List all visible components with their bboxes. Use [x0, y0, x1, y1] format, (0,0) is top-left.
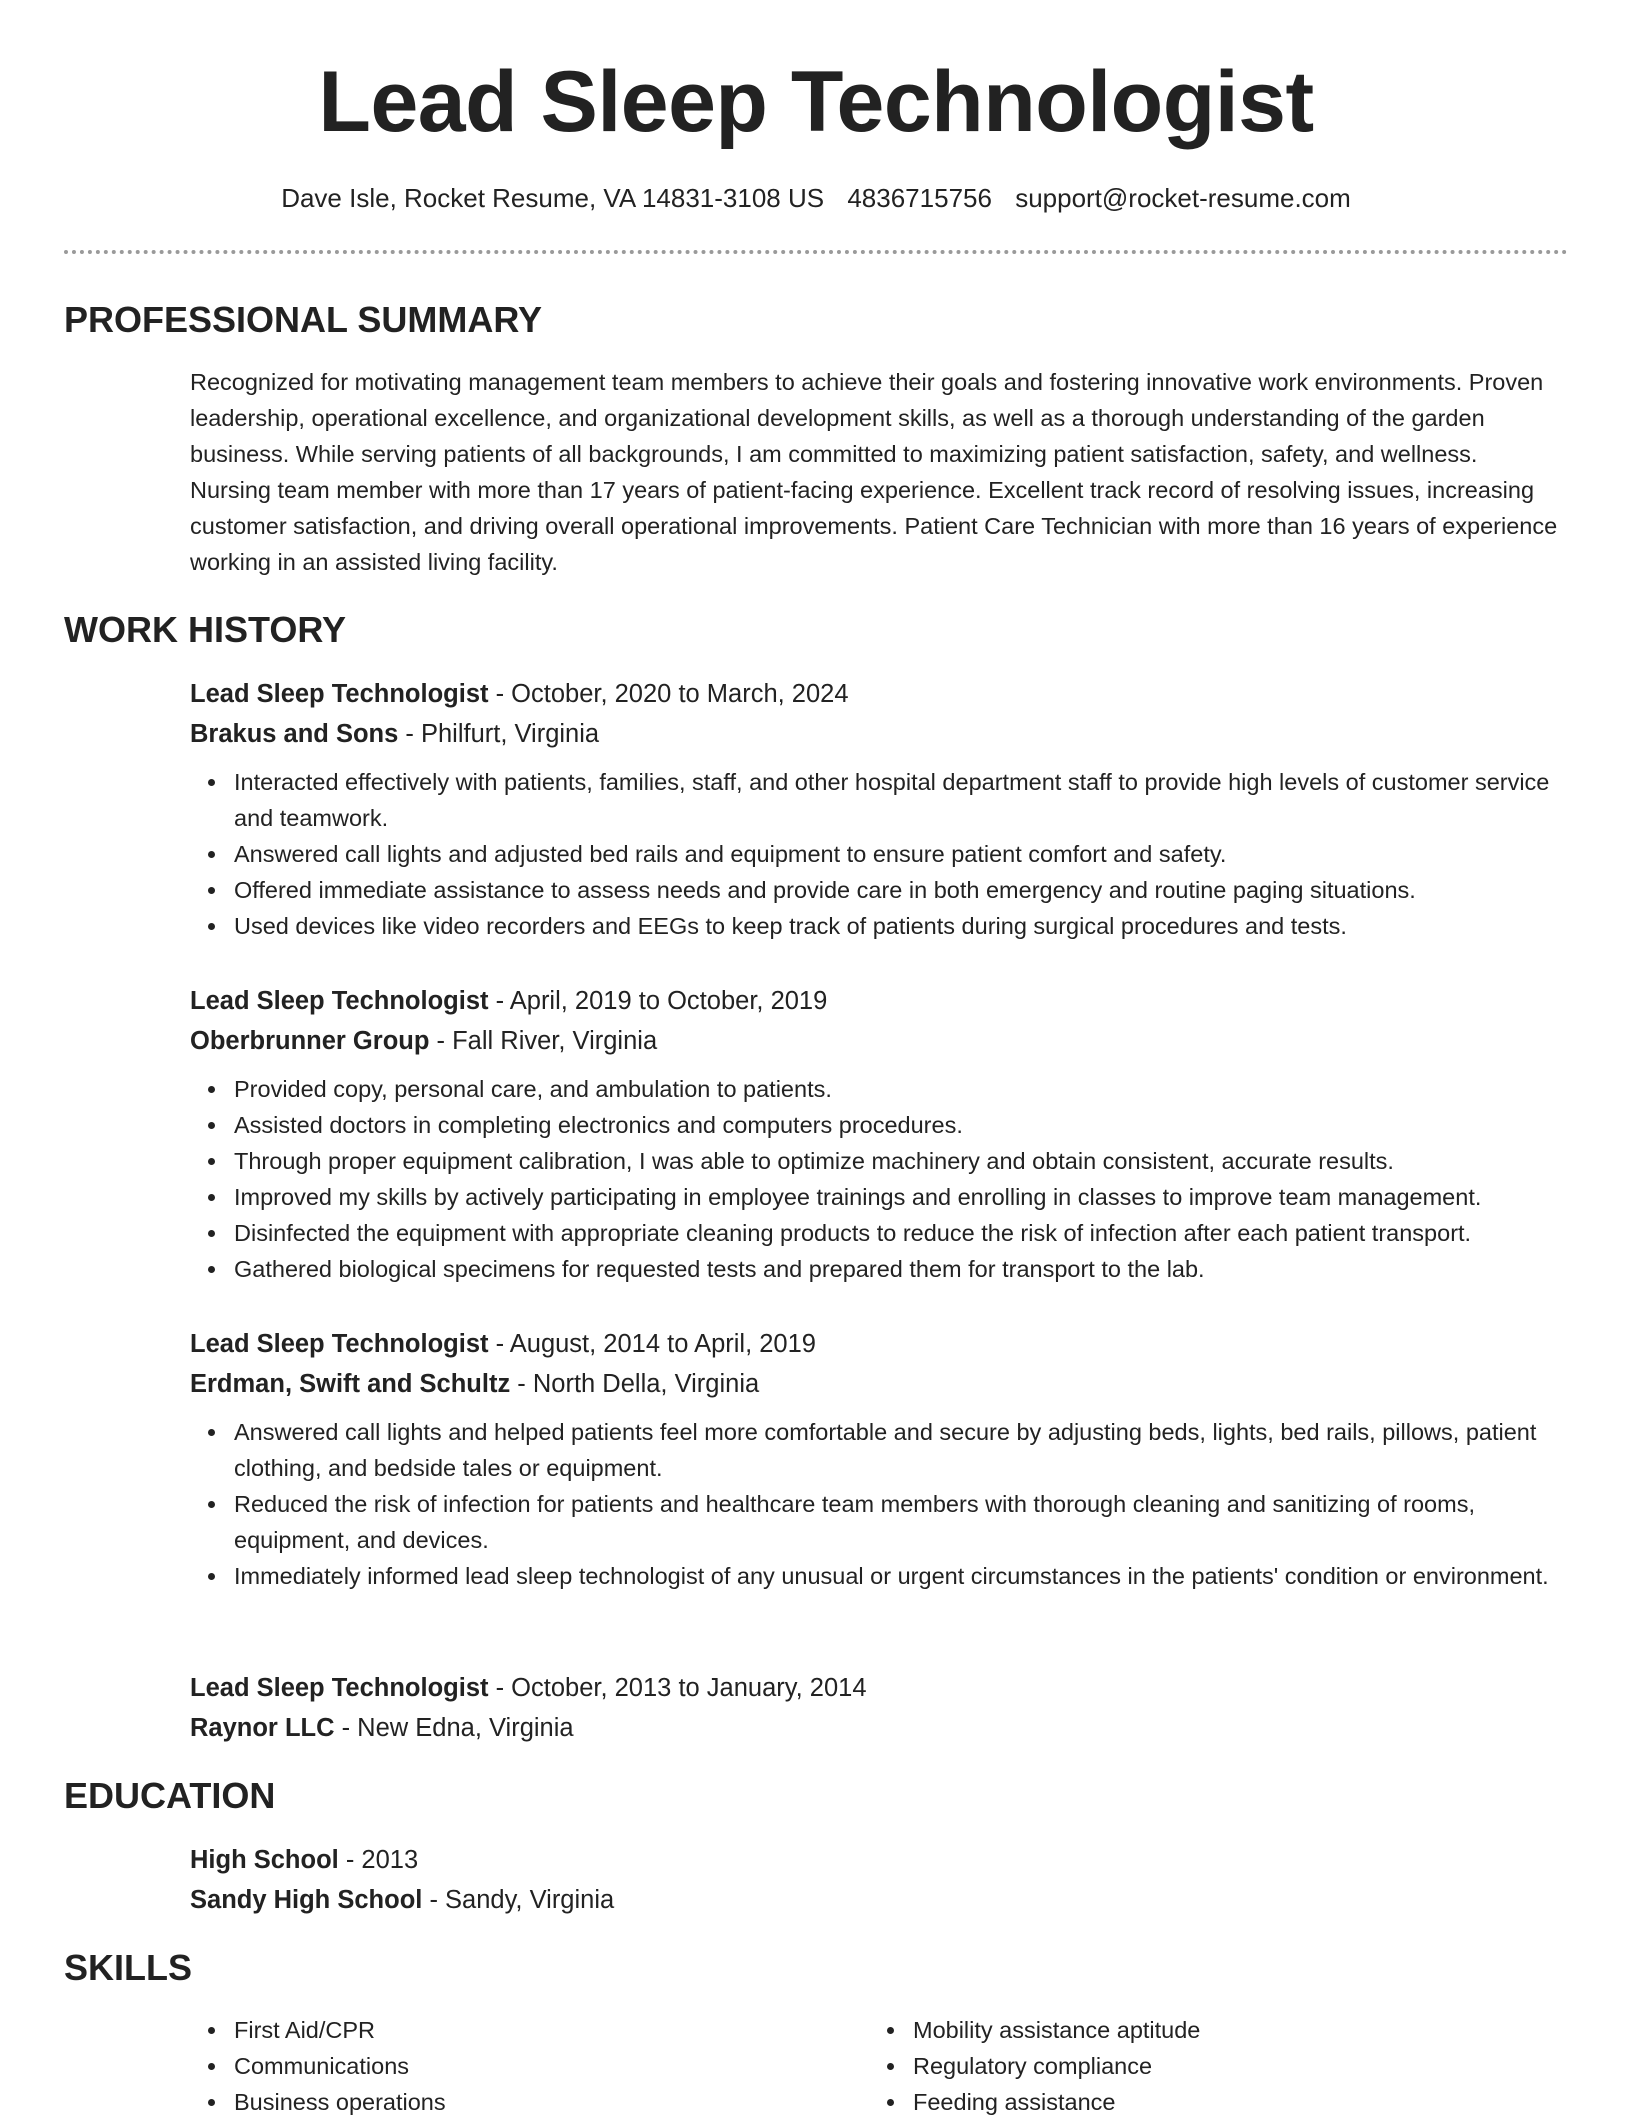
list-item: Disinfected the equipment with appropriate cleaning products to reduce the risk of infection after each patient transport. [234, 1215, 1570, 1251]
section-title-summary: PROFESSIONAL SUMMARY [64, 299, 543, 340]
job-title-line [190, 1324, 1570, 1364]
list-item: Gathered biological specimens for requested tests and prepared them for transport to the lab. [234, 1251, 1570, 1287]
list-item: Through proper equipment calibration, I was able to optimize machinery and obtain consistent, accurate results. [234, 1143, 1570, 1179]
summary-text: Recognized for motivating management team members to achieve their goals and fostering innovative work environments. Proven leadership, operational excellence, and organizational development skills, as well as a thorough understanding of the garden business. While serving patients of all backgrounds, I am committed to maximizing patient satisfaction, safety, and wellness. Nursing team member with more than 17 years of patient-facing experience. Excellent track record of resolving issues, increasing customer satisfaction, and driving overall operational improvements. Patient Care Technician with more than 16 years of experience working in an assisted living facility. [190, 369, 1558, 575]
job-title-line [190, 674, 1570, 714]
section-title-work-history: WORK HISTORY [64, 609, 347, 650]
job-entry [190, 981, 1570, 1287]
job-title-line [190, 1668, 1570, 1708]
list-item: Feeding assistance [913, 2084, 1509, 2120]
skills-list [190, 2012, 830, 2120]
skills-column-left [190, 2012, 830, 2120]
list-item: Interacted effectively with patients, families, staff, and other hospital department staff to provide high levels of customer service and teamwork. [234, 764, 1570, 836]
list-item: Improved my skills by actively participating in employee trainings and enrolling in classes to improve team management. [234, 1179, 1570, 1215]
contact-email: support@rocket-resume.com [1015, 183, 1351, 213]
resume-name-heading: Lead Sleep Technologist [318, 54, 1314, 150]
list-item: Immediately informed lead sleep technologist of any unusual or urgent circumstances in the patients' condition or environment. [234, 1558, 1570, 1594]
list-item: Business operations [234, 2084, 830, 2120]
job-title-line [190, 981, 1570, 1021]
job-location: - New Edna, Virginia [334, 1714, 574, 1742]
job-entry [190, 1668, 1570, 1748]
job-company-line [190, 1021, 1570, 1061]
job-company-line [190, 1708, 1570, 1748]
job-company: Raynor LLC [190, 1714, 335, 1742]
list-item: First Aid/CPR [234, 2012, 830, 2048]
job-bullets [190, 1071, 1570, 1287]
job-location: - North Della, Virginia [510, 1370, 760, 1398]
job-bullets [190, 1414, 1570, 1594]
skills-column-right [869, 2012, 1509, 2120]
list-item: Answered call lights and helped patients feel more comfortable and secure by adjusting beds, lights, bed rails, pillows, patient clothing, and bedside tales or equipment. [234, 1414, 1570, 1486]
job-title: Lead Sleep Technologist [190, 987, 489, 1015]
education-degree-line [190, 1840, 1570, 1880]
contact-phone: 4836715756 [847, 183, 992, 213]
job-company: Oberbrunner Group [190, 1027, 430, 1055]
job-dates: - October, 2020 to March, 2024 [488, 680, 849, 708]
list-item: Regulatory compliance [913, 2048, 1509, 2084]
job-location: - Fall River, Virginia [429, 1027, 658, 1055]
education-school: Sandy High School [190, 1886, 423, 1914]
job-dates: - October, 2013 to January, 2014 [488, 1674, 867, 1702]
job-title: Lead Sleep Technologist [190, 1674, 489, 1702]
job-location: - Philfurt, Virginia [398, 720, 600, 748]
list-item: Reduced the risk of infection for patients and healthcare team members with thorough cleaning and sanitizing of rooms, equipment, and devices. [234, 1486, 1570, 1558]
contact-line [0, 180, 1632, 216]
contact-address: Dave Isle, Rocket Resume, VA 14831-3108 US [281, 183, 825, 213]
list-item: Answered call lights and adjusted bed rails and equipment to ensure patient comfort and safety. [234, 836, 1570, 872]
list-item: Provided copy, personal care, and ambulation to patients. [234, 1071, 1570, 1107]
job-company: Brakus and Sons [190, 720, 399, 748]
education-entry [190, 1840, 1570, 1920]
job-bullets [190, 764, 1570, 944]
list-item: Assisted doctors in completing electronics and computers procedures. [234, 1107, 1570, 1143]
education-location: - Sandy, Virginia [422, 1886, 615, 1914]
job-company: Erdman, Swift and Schultz [190, 1370, 511, 1398]
job-dates: - April, 2019 to October, 2019 [488, 987, 828, 1015]
job-title: Lead Sleep Technologist [190, 1330, 489, 1358]
skills-list [869, 2012, 1509, 2120]
job-company-line [190, 714, 1570, 754]
list-item: Communications [234, 2048, 830, 2084]
list-item: Used devices like video recorders and EEGs to keep track of patients during surgical procedures and tests. [234, 908, 1570, 944]
job-title: Lead Sleep Technologist [190, 680, 489, 708]
education-degree: High School [190, 1846, 339, 1874]
list-item: Offered immediate assistance to assess needs and provide care in both emergency and routine paging situations. [234, 872, 1570, 908]
job-entry [190, 1324, 1570, 1594]
section-title-education: EDUCATION [64, 1775, 276, 1816]
job-company-line [190, 1364, 1570, 1404]
education-school-line [190, 1880, 1570, 1920]
job-dates: - August, 2014 to April, 2019 [488, 1330, 816, 1358]
list-item: Mobility assistance aptitude [913, 2012, 1509, 2048]
header-divider [64, 250, 1568, 254]
section-title-skills: SKILLS [64, 1947, 193, 1988]
education-year: - 2013 [338, 1846, 419, 1874]
job-entry [190, 674, 1570, 944]
